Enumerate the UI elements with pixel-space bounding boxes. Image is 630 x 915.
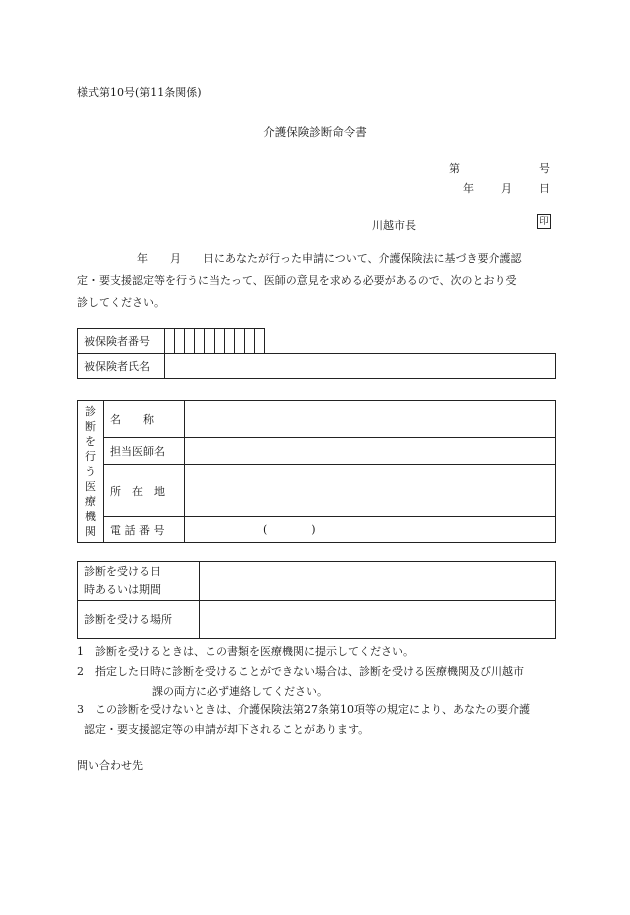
clinic-address-row bbox=[78, 465, 556, 517]
document-title: 介護保険診断命令書 bbox=[263, 125, 367, 139]
exam-datetime-field[interactable] bbox=[200, 562, 556, 601]
clinic-name-row bbox=[78, 401, 556, 438]
insured-number-digit-3[interactable] bbox=[185, 329, 195, 354]
doc-number-suffix: 号 bbox=[539, 162, 550, 175]
insured-number-spacer bbox=[265, 329, 556, 354]
exam-place-field[interactable] bbox=[200, 601, 556, 639]
form-number: 様式第10号(第11条関係) bbox=[77, 86, 202, 99]
clinic-phone-label: 電 話 番 号 bbox=[104, 517, 185, 543]
clinic-doctor-row bbox=[78, 438, 556, 465]
insured-number-digit-8[interactable] bbox=[235, 329, 245, 354]
phone-paren-close: ) bbox=[311, 523, 316, 536]
contact-label: 問い合わせ先 bbox=[77, 759, 143, 772]
clinic-address-field[interactable] bbox=[185, 465, 556, 517]
clinic-phone-row bbox=[78, 517, 556, 543]
clinic-name-label: 名 称 bbox=[104, 401, 185, 438]
examination-table bbox=[77, 561, 556, 639]
doc-number-prefix: 第 bbox=[449, 162, 460, 175]
exam-place-label: 診断を受ける場所 bbox=[78, 601, 200, 639]
note-2: 2 指定した日時に診断を受けることができない場合は、診断を受ける医療機関及び川越市 bbox=[77, 665, 524, 678]
note-3-continued: 認定・要支援認定等の申請が却下されることがあります。 bbox=[84, 723, 370, 736]
clinic-address-label: 所 在 地 bbox=[104, 465, 185, 517]
issuer-name: 川越市長 bbox=[372, 219, 416, 232]
note-3: 3 この診断を受けないときは、介護保険法第27条第10項等の規定により、あなたの要介護 bbox=[77, 703, 530, 716]
insured-person-table bbox=[77, 328, 556, 379]
insured-name-field[interactable] bbox=[165, 354, 556, 379]
clinic-doctor-field[interactable] bbox=[185, 438, 556, 465]
insured-number-digit-1[interactable] bbox=[165, 329, 175, 354]
insured-number-digit-10[interactable] bbox=[255, 329, 265, 354]
clinic-doctor-label: 担当医師名 bbox=[104, 438, 185, 465]
insured-number-digit-6[interactable] bbox=[215, 329, 225, 354]
clinic-section-label: 診 断 を 行 う 医 療 機 関 bbox=[78, 401, 104, 543]
issue-date-line bbox=[463, 180, 550, 196]
insured-number-digit-9[interactable] bbox=[245, 329, 255, 354]
seal-mark: 印 bbox=[537, 214, 551, 229]
body-line-1: 年 月 日にあなたが行った申請について、介護保険法に基づき要介護認 bbox=[137, 252, 522, 265]
exam-datetime-row bbox=[78, 562, 556, 601]
note-1: 1 診断を受けるときは、この書類を医療機関に提示してください。 bbox=[77, 645, 414, 658]
insured-number-digit-2[interactable] bbox=[175, 329, 185, 354]
date-year-label: 年 bbox=[463, 182, 474, 195]
document-number-line bbox=[449, 160, 550, 176]
body-paragraph bbox=[77, 248, 553, 314]
medical-institution-table bbox=[77, 400, 556, 543]
body-line-2: 定・要支援認定等を行うに当たって、医師の意見を求める必要があるので、次のとおり受 bbox=[77, 274, 517, 287]
insured-number-row bbox=[78, 329, 556, 354]
date-month-label: 月 bbox=[501, 182, 512, 195]
clinic-name-field[interactable] bbox=[185, 401, 556, 438]
insured-name-row bbox=[78, 354, 556, 379]
insured-number-digit-5[interactable] bbox=[205, 329, 215, 354]
insured-number-label: 被保険者番号 bbox=[78, 329, 165, 354]
note-2-continued: 課の両方に必ず連絡してください。 bbox=[152, 685, 328, 698]
insured-number-digit-7[interactable] bbox=[225, 329, 235, 354]
insured-name-label: 被保険者氏名 bbox=[78, 354, 165, 379]
phone-paren-open: ( bbox=[263, 523, 268, 536]
exam-datetime-label: 診断を受ける日 時あるいは期間 bbox=[78, 562, 200, 601]
clinic-phone-field[interactable] bbox=[185, 517, 556, 543]
body-line-3: 診してください。 bbox=[77, 296, 165, 309]
exam-place-row bbox=[78, 601, 556, 639]
date-day-label: 日 bbox=[539, 182, 550, 195]
insured-number-digit-4[interactable] bbox=[195, 329, 205, 354]
